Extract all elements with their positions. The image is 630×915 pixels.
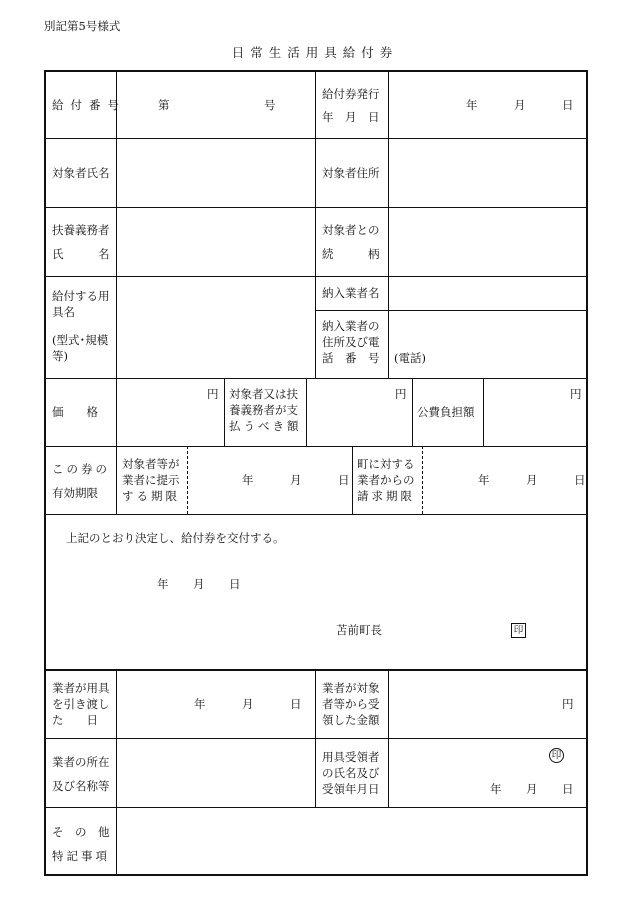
payer-amount-label: 払うべき額 (229, 419, 302, 433)
delivery-date-year: 年 (194, 697, 206, 711)
present-date-month: 月 (290, 473, 302, 487)
vendor-location-label: 及び名称等 (52, 779, 110, 793)
grant-number-dai: 第 (158, 98, 170, 112)
col-divider (388, 669, 389, 807)
subject-address-label: 対象者住所 (322, 166, 380, 180)
received-amount-label: 業者が対象 (322, 681, 380, 695)
delivery-date-day: 日 (290, 697, 302, 711)
recipient-date-month: 月 (526, 782, 538, 796)
public-yen: 円 (570, 387, 582, 401)
recipient-label: の氏名及び (322, 766, 380, 780)
col-divider (315, 72, 316, 378)
issue-date-month: 月 (514, 98, 526, 112)
guardian-name-label: 氏 名 (52, 247, 110, 261)
row-divider (46, 378, 586, 379)
claim-deadline-label: 業者からの (357, 473, 415, 487)
vendor-address-label: 納入業者の (322, 319, 380, 333)
col-divider (116, 669, 117, 876)
decision-date-day: 日 (229, 577, 241, 591)
col-divider (388, 72, 389, 378)
present-date-day: 日 (338, 473, 350, 487)
claim-date-day: 日 (574, 473, 586, 487)
claim-date-year: 年 (478, 473, 490, 487)
grant-number-go: 号 (264, 98, 276, 112)
mayor-title: 苫前町長 (336, 623, 382, 637)
subject-name-label: 対象者氏名 (52, 166, 110, 180)
col-divider (224, 378, 225, 446)
relation-label: 続 柄 (322, 247, 380, 261)
vendor-phone-label: (電話) (394, 351, 426, 365)
row-divider (315, 310, 586, 311)
received-yen: 円 (562, 697, 574, 711)
received-amount-label: 者等から受 (322, 697, 380, 711)
payer-amount-label: 養義務者が支 (229, 403, 298, 417)
issue-date-label: 給付券発行 (322, 87, 380, 101)
delivery-date-month: 月 (242, 697, 254, 711)
payer-yen: 円 (395, 387, 407, 401)
claim-deadline-label: 町に対する (357, 457, 415, 471)
form-number: 別記第5号様式 (44, 19, 121, 33)
recipient-label: 受領年月日 (322, 782, 380, 796)
grant-number-label: 給付番号 (52, 98, 126, 112)
issue-date-year: 年 (466, 98, 478, 112)
row-divider (46, 514, 586, 515)
row-divider (46, 446, 586, 447)
item-name-label: 給付する用 (52, 289, 110, 303)
col-divider (315, 669, 316, 807)
issue-date-day: 日 (562, 98, 574, 112)
item-name-label: 等) (52, 349, 68, 363)
col-divider (352, 446, 353, 514)
delivery-date-label: 業者が用具 (52, 681, 110, 695)
vendor-address-label: 住所及び電 (322, 335, 380, 349)
present-date-year: 年 (242, 473, 254, 487)
recipient-date-year: 年 (490, 782, 502, 796)
vendor-address-label: 話 番 号 (322, 351, 380, 365)
vendor-location-label: 業者の所在 (52, 755, 110, 769)
delivery-date-label: を引き渡し (52, 697, 110, 711)
vendor-name-label: 納入業者名 (322, 286, 380, 300)
item-name-label: (型式･規模 (52, 333, 109, 347)
public-burden-label: 公費負担額 (417, 405, 475, 419)
claim-date-month: 月 (526, 473, 538, 487)
recipient-seal-mark: 印 (549, 748, 564, 763)
delivery-date-label: た 日 (52, 713, 98, 727)
remarks-label: 特記事項 (52, 849, 110, 863)
recipient-date-day: 日 (562, 782, 574, 796)
row-divider (46, 138, 586, 139)
decision-date-year: 年 (157, 577, 169, 591)
col-divider-dashed (422, 446, 423, 514)
form-title: 日常生活用具給付券 (231, 45, 399, 60)
row-divider (46, 207, 586, 208)
col-divider (116, 72, 117, 514)
price-label: 価 格 (52, 405, 98, 419)
issue-date-label: 年 月 日 (322, 110, 380, 124)
received-amount-label: 領した金額 (322, 713, 380, 727)
row-divider (46, 738, 586, 739)
col-divider (412, 378, 413, 446)
row-divider (46, 807, 586, 808)
remarks-label: そ の 他 (52, 825, 110, 839)
claim-deadline-label: 請求期限 (357, 489, 415, 503)
payer-amount-label: 対象者又は扶 (229, 387, 298, 401)
mayor-seal-mark: 印 (511, 623, 526, 638)
present-deadline-label: する期限 (122, 489, 180, 503)
col-divider (483, 378, 484, 446)
form-frame (44, 70, 588, 876)
price-yen: 円 (207, 387, 219, 401)
validity-label: この券の (52, 462, 110, 476)
relation-label: 対象者との (322, 223, 380, 237)
validity-label: 有効期限 (52, 486, 98, 500)
present-deadline-label: 業者に提示 (122, 473, 180, 487)
row-divider (46, 669, 586, 671)
col-divider (306, 378, 307, 446)
item-name-label: 具名 (52, 305, 75, 319)
present-deadline-label: 対象者等が (122, 457, 180, 471)
decision-statement: 上記のとおり決定し、給付券を交付する。 (66, 531, 285, 545)
recipient-label: 用具受領者 (322, 750, 380, 764)
decision-date-month: 月 (193, 577, 205, 591)
col-divider-dashed (187, 446, 188, 514)
guardian-name-label: 扶養義務者 (52, 223, 110, 237)
row-divider (46, 276, 586, 277)
